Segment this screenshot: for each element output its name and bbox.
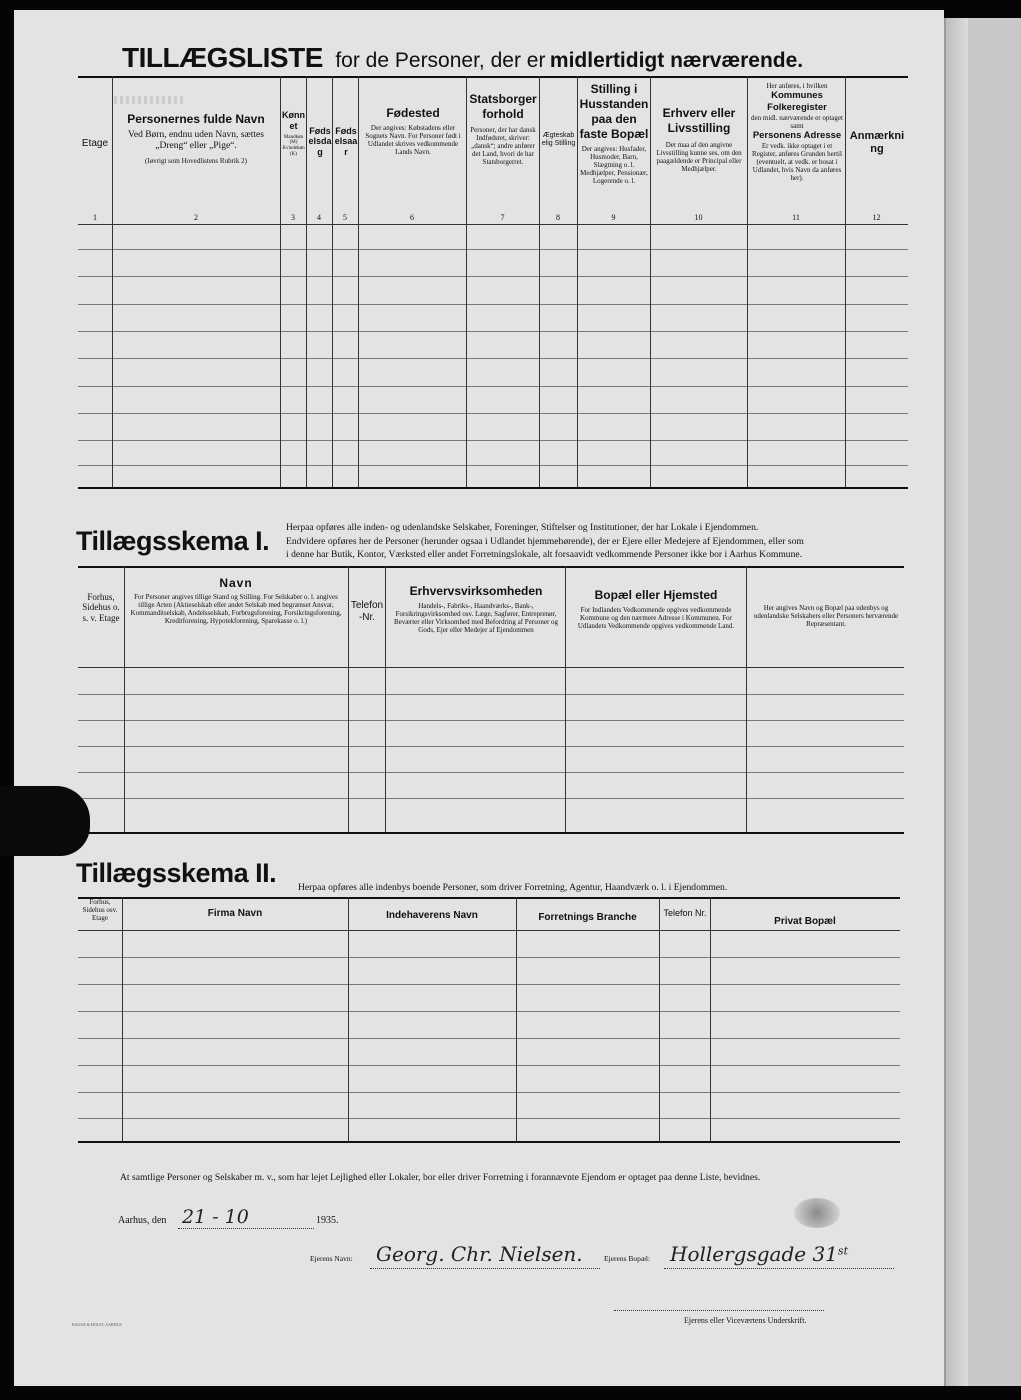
col-number: 6 — [410, 213, 414, 222]
col-citizenship-header — [469, 92, 537, 166]
schedule-one-col-representative: Her angives Navn og Bopæl paa udenbys og udenlandske Selskabers eller Personers herværende Repræsentant. — [753, 604, 899, 629]
col-number: 3 — [291, 213, 295, 222]
col-registry-a: Her anføres, i hvilken — [766, 82, 828, 90]
form-page — [14, 10, 944, 1386]
date-line — [118, 1206, 348, 1234]
col-name-sub: Ved Børn, endnu uden Navn, sættes „Dreng“ eller „Pige“. — [128, 130, 264, 151]
schedule-one-col-floor: Forhus, Sidehus o. s. v. Etage — [82, 592, 120, 623]
col-occupation-title: Erhverv eller Livsstilling — [662, 106, 736, 135]
col-sex-sub: Mandkøn (M) Kvindekøn (K) — [282, 134, 305, 157]
col-citizenship-title: Statsborgerforhold — [469, 92, 537, 121]
page-title — [122, 42, 803, 74]
col-birthplace-header — [364, 106, 462, 156]
owner-address-sup: st — [837, 1244, 848, 1258]
col-number: 4 — [317, 213, 321, 222]
col-birthplace-title: Fødested — [386, 106, 440, 120]
col-name-title: Personernes fulde Navn — [127, 112, 265, 126]
schedule-two-intro: Herpaa opføres alle indenbys boende Personer, som driver Forretning, Agentur, Haandværk o. l. i Ejendommen. — [298, 882, 728, 893]
col-number: 8 — [556, 213, 560, 222]
schedule-two-col-phone: Telefon Nr. — [663, 908, 707, 918]
col-sex-header — [281, 110, 306, 158]
schedule-one-title: Tillægsskema I. — [76, 526, 270, 556]
col-household-title: Stilling i Husstanden paa den faste Bopæl — [579, 82, 649, 141]
ink-smudge — [794, 1198, 840, 1228]
col-marital-header: Ægteskabelig Stilling — [541, 132, 576, 148]
col-number: 11 — [792, 213, 800, 222]
schedule-one-col-residence-title: Bopæl eller Hjemsted — [594, 588, 718, 602]
owner-address-text: Hollergsgade 31 — [670, 1242, 838, 1266]
col-sex-title: Kønnet — [282, 110, 305, 132]
col-name-note: (Iøvrigt som Hovedlistens Rubrik 2) — [145, 156, 247, 165]
place-label: Aarhus, den — [118, 1215, 167, 1226]
col-registry-c: den midl. nærværende er optaget samt — [751, 113, 843, 130]
schedule-one-col-business — [390, 584, 562, 634]
schedule-two-col-floor: Forhus, Sidehus osv. Etage — [82, 898, 118, 923]
col-household-header — [579, 82, 649, 185]
col-number: 12 — [872, 213, 881, 222]
schedule-one-intro-line: Endvidere opføres her de Personer (herunder ogsaa i Udlandet hjemmehørende), der er Ejere eller Medejere af Ejendommen, eller som — [286, 535, 804, 547]
printer-mark: BAGGE & HOLST, AARHUS — [72, 1322, 122, 1327]
schedule-two-title: Tillægsskema II. — [76, 858, 277, 888]
adjacent-page — [944, 18, 1021, 1386]
schedule-one-col-name — [128, 576, 344, 625]
schedule-one-col-residence — [570, 588, 742, 630]
col-occupation-header — [654, 106, 744, 173]
title-rest-a: for de Personer, der er — [335, 49, 546, 72]
schedule-one-col-name-sub: For Personer angives tillige Stand og Stilling. For Selskaber o. l. angives tillige Arten (Aktieselskab eller andet Selskab med begrænset Ansvar, Kommanditselskab, Andelsselskab, Forbrugsforening, Forsikringsforening, Kreditforening, Hypotekforening, Sparekasse o. l.) — [130, 593, 342, 626]
owner-name-line — [310, 1242, 606, 1272]
schedule-one-intro-line: i denne har Butik, Kontor, Værksted eller andet Forretningslokale, alt forsaavidt vedkommende Personer ikke bor i Aarhus Kommune. — [286, 549, 803, 560]
col-birthplace-sub: Der angives: Købstadens eller Sognets Navn. For Personer født i Udlandet skrives vedkommende Lands Navn. — [365, 124, 461, 157]
col-registry-d: Personens Adresse — [752, 129, 842, 141]
thumb-shadow — [0, 786, 90, 856]
col-remarks-header: Anmærkning — [849, 130, 905, 155]
attestation-statement: At samtlige Personer og Selskaber m. v., som har lejet Lejlighed eller Lokaler, bor eller driver Forretning i forannævnte Ejendom er optaget paa denne Liste, bevidnes. — [120, 1172, 761, 1183]
schedule-one-col-name-title: Navn — [219, 576, 253, 590]
schedule-two-col-firm: Firma Navn — [207, 908, 263, 919]
schedule-one-intro — [286, 521, 911, 562]
col-number: 2 — [194, 213, 198, 222]
col-name-header — [116, 112, 276, 165]
schedule-one-col-residence-sub: For Indlandets Vedkommende opgives vedkommende Kommune og den nærmere Adresse i Kommunen. For Udlandets Vedkommende opgives vedkommende Land. — [577, 606, 735, 631]
date-entry[interactable]: 21 - 10 — [182, 1206, 249, 1228]
col-etage-header: Etage — [81, 138, 109, 149]
year-label: 1935. — [316, 1215, 339, 1226]
col-number: 9 — [611, 213, 616, 222]
col-birthyear-header: Fødselsaar — [334, 126, 358, 157]
col-number: 5 — [343, 213, 347, 222]
col-registry-e: Er vedk. ikke optaget i et Register, anføres Grunden hertil (eventuelt, at vedk. er bosat i Udlandet, hvis Navn da anføres her). — [752, 141, 842, 182]
schedule-one-col-business-title: Erhvervsvirksomheden — [409, 584, 543, 598]
owner-name-entry[interactable]: Georg. Chr. Nielsen. — [376, 1242, 583, 1266]
col-number: 10 — [694, 213, 703, 222]
schedule-one-col-business-sub: Handels-, Fabriks-, Haandværks-, Bank-, Forsikringsvirksomhed osv. Læge, Sagfører, Entreprenør, Beværter eller Virksomhed med Befordring af Personer og Gods, Ejer eller Medejer af Ejendommen — [393, 602, 559, 635]
schedule-two-col-branch: Forretnings Branche — [538, 912, 637, 923]
col-household-sub: Der angives: Husfader, Husmoder, Barn, Slægtning o. l. Medhjælper, Pensionær, Logerende o. l. — [580, 145, 648, 186]
owner-name-label: Ejerens Navn: — [310, 1254, 353, 1263]
col-citizenship-sub: Personer, der har dansk Indfødsret, skriver: „dansk“; andre anfører det Land, hvori de har Statsborgerret. — [470, 126, 536, 167]
faint-stamp — [114, 96, 184, 104]
col-number: 7 — [500, 213, 505, 222]
owner-address-label: Ejerens Bopæl: — [604, 1254, 651, 1263]
owner-address-entry[interactable] — [670, 1242, 848, 1266]
col-occupation-sub: Det maa af den angivne Livsstilling kunne ses, om den paagældende er Principal eller Medhjælper. — [656, 141, 742, 174]
title-main: TILLÆGSLISTE — [122, 42, 323, 73]
schedule-one-intro-line: Herpaa opføres alle inden- og udenlandske Selskaber, Foreninger, Stiftelser og Institutioner, der har Lokale i Ejendommen. — [286, 522, 759, 533]
col-registry-b: Kommunes Folkeregister — [767, 90, 827, 113]
signature-label: Ejerens eller Viceværtens Underskrift. — [684, 1316, 807, 1325]
signature-line[interactable] — [614, 1310, 824, 1311]
schedule-two-col-private-address: Privat Bopæl — [774, 916, 836, 927]
owner-address-line — [604, 1242, 904, 1272]
schedule-one-col-phone: Telefon-Nr. — [350, 600, 384, 623]
title-rest-b: midlertidigt nærværende. — [549, 49, 804, 72]
schedule-two-col-owner: Indehaverens Navn — [386, 910, 478, 921]
col-number: 1 — [93, 213, 97, 222]
col-registry-header — [750, 82, 844, 182]
col-birthday-header: Fødselsdag — [308, 126, 332, 157]
